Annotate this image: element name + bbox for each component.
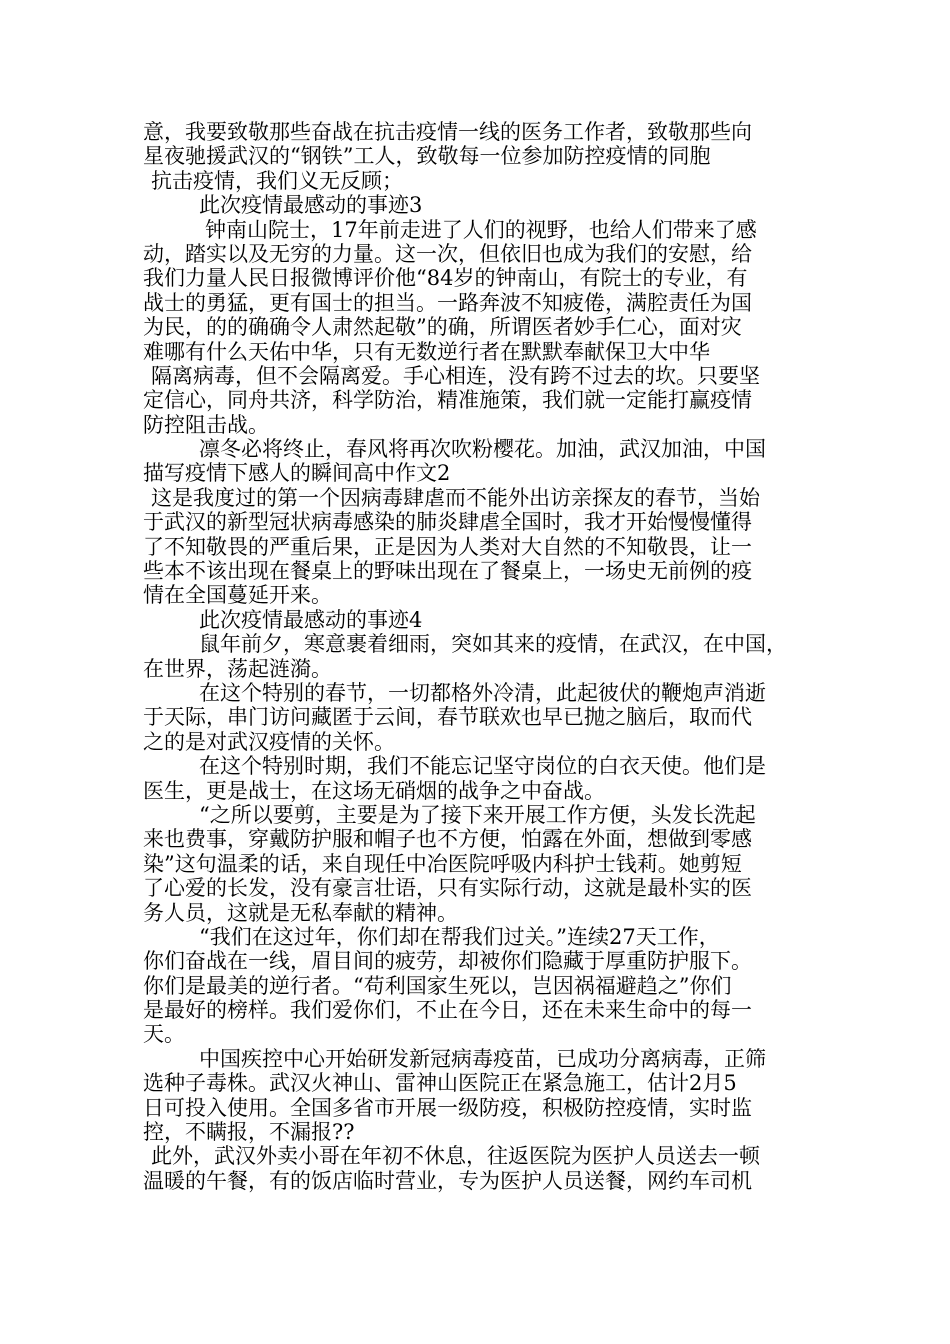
text-line: 战士的勇猛，更有国士的担当。一路奔波不知疲倦，满腔责任为国: [143, 290, 752, 315]
text-line: 中国疾控中心开始研发新冠病毒疫苗，已成功分离病毒，正筛: [199, 1046, 766, 1071]
text-line: “我们在这过年，你们却在帮我们过关。”连续27天工作，: [199, 924, 720, 949]
text-line: 钟南山院士，17年前走进了人们的视野，也给人们带来了感: [205, 217, 757, 242]
text-line: 我们力量人民日报微博评价他“84岁的钟南山，有院士的专业，有: [143, 266, 748, 291]
text-line: 你们是最美的逆行者。“苟利国家生死以，岂因祸福避趋之”你们: [143, 973, 732, 998]
text-line: 动，踏实以及无穷的力量。这一次，但依旧也成为我们的安慰，给: [143, 241, 752, 266]
text-line: 这是我度过的第一个因病毒肆虐而不能外出访亲探友的春节，当始: [151, 485, 760, 510]
text-line: 染”这句温柔的话，来自现任中冶医院呼吸内科护士钱莉。她剪短: [143, 851, 742, 876]
section-heading: 此次疫情最感动的事迹3: [199, 193, 423, 218]
text-line: 于天际，串门访问藏匿于云间，春节联欢也早已抛之脑后，取而代: [143, 705, 752, 730]
text-line: 防控阻击战。: [143, 412, 269, 437]
text-line: 些本不该出现在餐桌上的野味出现在了餐桌上，一场史无前例的疫: [143, 559, 752, 584]
text-line: 是最好的榜样。我们爱你们，不止在今日，还在未来生命中的每一: [143, 998, 752, 1023]
text-line: 鼠年前夕，寒意裹着细雨，突如其来的疫情，在武汉，在中国，: [199, 632, 787, 657]
text-line: 了不知敬畏的严重后果，正是因为人类对大自然的不知敬畏，让一: [143, 534, 752, 559]
text-line: 星夜驰援武汉的“钢铁”工人，致敬每一位参加防控疫情的同胞: [143, 144, 711, 169]
text-line: 选种子毒株。武汉火神山、雷神山医院正在紧急施工，估计2月5: [143, 1071, 737, 1096]
section-heading: 描写疫情下感人的瞬间高中作文2: [143, 461, 451, 486]
text-line: 在这个特别时期，我们不能忘记坚守岗位的白衣天使。他们是: [199, 754, 766, 779]
text-line: 医生，更是战士，在这场无硝烟的战争之中奋战。: [143, 778, 605, 803]
text-line: 此外，武汉外卖小哥在年初不休息，往返医院为医护人员送去一顿: [151, 1144, 760, 1169]
text-line: 了心爱的长发，没有豪言壮语，只有实际行动，这就是最朴实的医: [143, 876, 752, 901]
text-line: 来也费事，穿戴防护服和帽子也不方便，怕露在外面，想做到零感: [143, 827, 752, 852]
text-line: 日可投入使用。全国多省市开展一级防疫，积极防控疫情，实时监: [143, 1095, 752, 1120]
text-line: 之的是对武汉疫情的关怀。: [143, 729, 395, 754]
text-line: 务人员，这就是无私奉献的精神。: [143, 900, 458, 925]
text-line: 情在全国蔓延开来。: [143, 583, 332, 608]
text-line: 意，我要致敬那些奋战在抗击疫情一线的医务工作者，致敬那些向: [143, 120, 752, 144]
text-line: 凛冬必将终止，春风将再次吹粉樱花。加油，武汉加油，中国: [199, 437, 766, 462]
text-line: 于武汉的新型冠状病毒感染的肺炎肆虐全国时，我才开始慢慢懂得: [143, 510, 752, 535]
section-heading: 此次疫情最感动的事迹4: [199, 607, 423, 632]
text-line: 定信心，同舟共济，科学防治，精准施策，我们就一定能打赢疫情: [143, 388, 752, 413]
text-line: 抗击疫情，我们义无反顾；: [151, 168, 403, 193]
text-line: “之所以要剪，主要是为了接下来开展工作方便，头发长洗起: [199, 802, 756, 827]
text-line: 难哪有什么天佑中华，只有无数逆行者在默默奉献保卫大中华: [143, 339, 710, 364]
text-line: 控，不瞒报，不漏报??: [143, 1120, 355, 1145]
text-line: 在这个特别的春节，一切都格外冷清，此起彼伏的鞭炮声消逝: [199, 680, 766, 705]
text-line: 天。: [143, 1022, 185, 1047]
text-line: 隔离病毒，但不会隔离爱。手心相连，没有跨不过去的坎。只要坚: [151, 363, 760, 388]
text-line: 你们奋战在一线，眉目间的疲劳，却被你们隐藏于厚重防护服下。: [143, 949, 752, 974]
text-line: 温暖的午餐，有的饭店临时营业，专为医护人员送餐，网约车司机: [143, 1168, 752, 1193]
document-body: [143, 120, 828, 1193]
text-line: 为民，的的确确令人肃然起敬”的确，所谓医者妙手仁心，面对灾: [143, 315, 742, 340]
text-line: 在世界，荡起涟漪。: [143, 656, 332, 681]
